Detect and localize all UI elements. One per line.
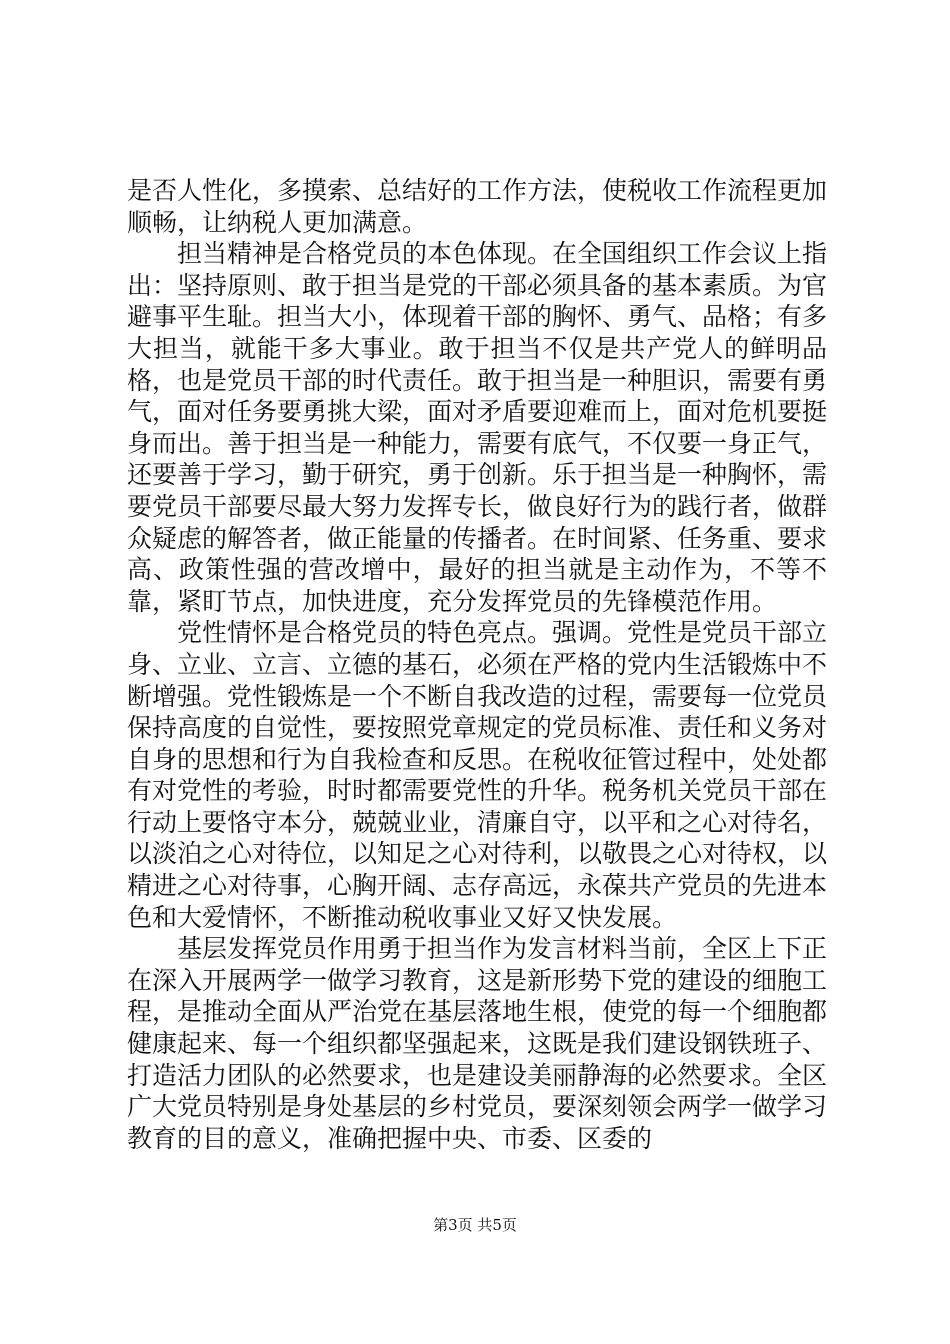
page-number-footer: 第3页 共5页 bbox=[433, 1216, 517, 1234]
paragraph-3: 党性情怀是合格党员的特色亮点。强调。党性是党员干部立身、立业、立言、立德的基石，必须在严格的党内生活锻炼中不断增强。党性锻炼是一个不断自我改造的过程，需要每一位党员保持高度的自觉性，要按照党章规定的党员标准、责任和义务对自身的思想和行为自我检查和反思。在税收征管过程中，处处都有对党性的考验，时时都需要党性的升华。税务机关党员干部在行动上要恪守本分，兢兢业业，清廉自守，以平和之心对待名，以淡泊之心对待位，以知足之心对待利，以敬畏之心对待权，以精进之心对待事，心胸开阔、志存高远，永葆共产党员的先进本色和大爱情怀，不断推动税收事业又好又快发展。 bbox=[127, 618, 828, 932]
document-body bbox=[127, 175, 827, 1154]
paragraph-1: 是否人性化，多摸索、总结好的工作方法，使税收工作流程更加顺畅，让纳税人更加满意。 bbox=[127, 176, 828, 237]
paragraph-4: 基层发挥党员作用勇于担当作为发言材料当前，全区上下正在深入开展两学一做学习教育，这是新形势下党的建设的细胞工程，是推动全面从严治党在基层落地生根，使党的每一个细胞都健康起来、每一个组织都坚强起来，这既是我们建设钢铁班子、打造活力团队的必然要求，也是建设美丽静海的必然要求。全区广大党员特别是身处基层的乡村党员，要深刻领会两学一做学习教育的目的意义，准确把握中央、市委、区委的 bbox=[127, 934, 828, 1153]
paragraph-2: 担当精神是合格党员的本色体现。在全国组织工作会议上指出：坚持原则、敢于担当是党的干部必须具备的基本素质。为官避事平生耻。担当大小，体现着干部的胸怀、勇气、品格；有多大担当，就能干多大事业。敢于担当不仅是共产党人的鲜明品格，也是党员干部的时代责任。敢于担当是一种胆识，需要有勇气，面对任务要勇挑大梁，面对矛盾要迎难而上，面对危机要挺身而出。善于担当是一种能力，需要有底气，不仅要一身正气，还要善于学习，勤于研究，勇于创新。乐于担当是一种胸怀，需要党员干部要尽最大努力发挥专长，做良好行为的践行者，做群众疑虑的解答者，做正能量的传播者。在时间紧、任务重、要求高、政策性强的营改增中，最好的担当就是主动作为，不等不靠，紧盯节点，加快进度，充分发挥党员的先锋模范作用。 bbox=[127, 239, 828, 616]
